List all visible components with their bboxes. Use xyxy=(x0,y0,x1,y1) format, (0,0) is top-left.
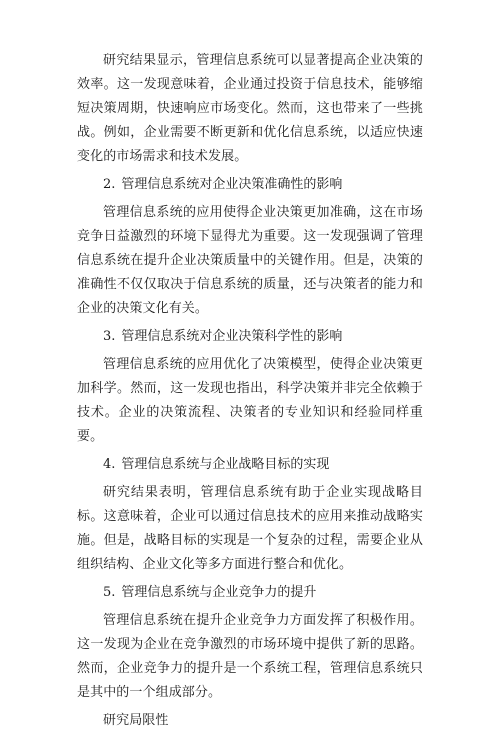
paragraph-strategy: 研究结果表明，管理信息系统有助于企业实现战略目标。这意味着，企业可以通过信息技术的应用来推动战略实施。但是，战略目标的实现是一个复杂的过程，需要企业从组织结构、企业文化等多方面进行整合和优化。 xyxy=(77,485,423,572)
paragraph-limitations-title: 研究局限性 xyxy=(103,713,169,728)
paragraph-scientific: 管理信息系统的应用优化了决策模型，使得企业决策更加科学。然而，这一发现也指出，科学决策并非完全依赖于技术。企业的决策流程、决策者的专业知识和经验同样重要。 xyxy=(77,357,423,444)
document-body xyxy=(77,49,423,737)
section-title: 管理信息系统对企业决策准确性的影响 xyxy=(121,177,343,192)
section-number: 5. xyxy=(103,585,116,600)
section-number: 2. xyxy=(103,177,116,192)
section-number: 4. xyxy=(103,457,116,472)
section-title: 管理信息系统与企业竞争力的提升 xyxy=(121,585,317,600)
section-heading-4 xyxy=(77,453,423,477)
section-number: 3. xyxy=(103,329,116,344)
section-heading-2 xyxy=(77,173,423,197)
paragraph-efficiency-findings: 研究结果显示，管理信息系统可以显著提高企业决策的效率。这一发现意味着，企业通过投资于信息技术，能够缩短决策周期，快速响应市场变化。然而，这也带来了一些挑战。例如，企业需要不断更新和优化信息系统，以适应快速变化的市场需求和技术发展。 xyxy=(77,53,423,164)
section-title: 管理信息系统对企业决策科学性的影响 xyxy=(121,329,343,344)
paragraph-competitiveness: 管理信息系统在提升企业竞争力方面发挥了积极作用。这一发现为企业在竞争激烈的市场环境中提供了新的思路。然而，企业竞争力的提升是一个系统工程，管理信息系统只是其中的一个组成部分。 xyxy=(77,613,423,700)
section-title: 管理信息系统与企业战略目标的实现 xyxy=(121,457,330,472)
section-heading-3 xyxy=(77,325,423,349)
paragraph-accuracy: 管理信息系统的应用使得企业决策更加准确，这在市场竞争日益激烈的环境下显得尤为重要。这一发现强调了管理信息系统在提升企业决策质量中的关键作用。但是，决策的准确性不仅仅取决于信息系统的质量，还与决策者的能力和企业的决策文化有关。 xyxy=(77,205,423,316)
section-heading-5 xyxy=(77,581,423,605)
